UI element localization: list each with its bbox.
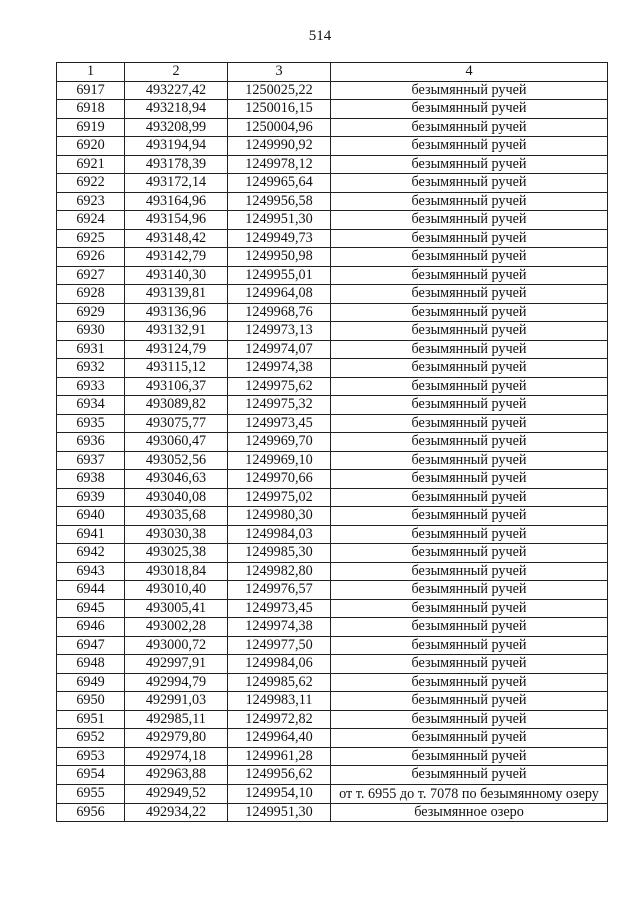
point-number-cell: 6936 bbox=[57, 433, 125, 452]
y-coordinate-cell: 1250004,96 bbox=[228, 118, 331, 137]
table-row bbox=[57, 174, 608, 193]
table-row bbox=[57, 784, 608, 803]
y-coordinate-cell: 1249975,32 bbox=[228, 396, 331, 415]
table-row bbox=[57, 211, 608, 230]
point-number-cell: 6944 bbox=[57, 581, 125, 600]
table-header-row bbox=[57, 63, 608, 82]
table-row bbox=[57, 618, 608, 637]
y-coordinate-cell: 1249956,58 bbox=[228, 192, 331, 211]
table-row bbox=[57, 673, 608, 692]
description-cell: безымянный ручей bbox=[331, 229, 608, 248]
y-coordinate-cell: 1249973,45 bbox=[228, 599, 331, 618]
point-number-cell: 6919 bbox=[57, 118, 125, 137]
x-coordinate-cell: 493194,94 bbox=[125, 137, 228, 156]
x-coordinate-cell: 493005,41 bbox=[125, 599, 228, 618]
x-coordinate-cell: 493025,38 bbox=[125, 544, 228, 563]
table-row bbox=[57, 229, 608, 248]
table-row bbox=[57, 81, 608, 100]
table-row bbox=[57, 599, 608, 618]
point-number-cell: 6935 bbox=[57, 414, 125, 433]
x-coordinate-cell: 493000,72 bbox=[125, 636, 228, 655]
description-cell: безымянное озеро bbox=[331, 803, 608, 822]
description-cell: безымянный ручей bbox=[331, 359, 608, 378]
table-row bbox=[57, 507, 608, 526]
x-coordinate-cell: 493164,96 bbox=[125, 192, 228, 211]
x-coordinate-cell: 493075,77 bbox=[125, 414, 228, 433]
point-number-cell: 6956 bbox=[57, 803, 125, 822]
x-coordinate-cell: 492985,11 bbox=[125, 710, 228, 729]
y-coordinate-cell: 1249969,70 bbox=[228, 433, 331, 452]
y-coordinate-cell: 1249968,76 bbox=[228, 303, 331, 322]
y-coordinate-cell: 1249974,38 bbox=[228, 359, 331, 378]
x-coordinate-cell: 493124,79 bbox=[125, 340, 228, 359]
point-number-cell: 6923 bbox=[57, 192, 125, 211]
point-number-cell: 6921 bbox=[57, 155, 125, 174]
table-row bbox=[57, 562, 608, 581]
x-coordinate-cell: 493142,79 bbox=[125, 248, 228, 267]
description-cell: безымянный ручей bbox=[331, 137, 608, 156]
table-row bbox=[57, 359, 608, 378]
table-row bbox=[57, 488, 608, 507]
point-number-cell: 6945 bbox=[57, 599, 125, 618]
y-coordinate-cell: 1249985,62 bbox=[228, 673, 331, 692]
y-coordinate-cell: 1249965,64 bbox=[228, 174, 331, 193]
description-cell: безымянный ручей bbox=[331, 414, 608, 433]
table-row bbox=[57, 710, 608, 729]
point-number-cell: 6937 bbox=[57, 451, 125, 470]
point-number-cell: 6943 bbox=[57, 562, 125, 581]
description-cell: безымянный ручей bbox=[331, 636, 608, 655]
point-number-cell: 6924 bbox=[57, 211, 125, 230]
y-coordinate-cell: 1249961,28 bbox=[228, 747, 331, 766]
description-cell: безымянный ручей bbox=[331, 285, 608, 304]
description-cell: безымянный ручей bbox=[331, 544, 608, 563]
table-row bbox=[57, 636, 608, 655]
point-number-cell: 6953 bbox=[57, 747, 125, 766]
description-cell: безымянный ручей bbox=[331, 562, 608, 581]
column-header-2: 2 bbox=[125, 63, 228, 82]
description-cell: безымянный ручей bbox=[331, 747, 608, 766]
column-header-4: 4 bbox=[331, 63, 608, 82]
description-cell: безымянный ручей bbox=[331, 488, 608, 507]
y-coordinate-cell: 1250025,22 bbox=[228, 81, 331, 100]
x-coordinate-cell: 493172,14 bbox=[125, 174, 228, 193]
x-coordinate-cell: 492994,79 bbox=[125, 673, 228, 692]
table-row bbox=[57, 470, 608, 489]
description-cell: безымянный ручей bbox=[331, 340, 608, 359]
x-coordinate-cell: 493115,12 bbox=[125, 359, 228, 378]
description-cell: безымянный ручей bbox=[331, 174, 608, 193]
point-number-cell: 6940 bbox=[57, 507, 125, 526]
table-row bbox=[57, 766, 608, 785]
y-coordinate-cell: 1249982,80 bbox=[228, 562, 331, 581]
x-coordinate-cell: 493046,63 bbox=[125, 470, 228, 489]
point-number-cell: 6938 bbox=[57, 470, 125, 489]
table-row bbox=[57, 137, 608, 156]
point-number-cell: 6942 bbox=[57, 544, 125, 563]
point-number-cell: 6928 bbox=[57, 285, 125, 304]
point-number-cell: 6926 bbox=[57, 248, 125, 267]
page-number: 514 bbox=[308, 28, 332, 44]
point-number-cell: 6920 bbox=[57, 137, 125, 156]
point-number-cell: 6927 bbox=[57, 266, 125, 285]
description-cell: безымянный ручей bbox=[331, 118, 608, 137]
table-row bbox=[57, 655, 608, 674]
table-row bbox=[57, 192, 608, 211]
description-cell: безымянный ручей bbox=[331, 322, 608, 341]
x-coordinate-cell: 493010,40 bbox=[125, 581, 228, 600]
y-coordinate-cell: 1249955,01 bbox=[228, 266, 331, 285]
description-cell: безымянный ручей bbox=[331, 766, 608, 785]
x-coordinate-cell: 493140,30 bbox=[125, 266, 228, 285]
description-cell: безымянный ручей bbox=[331, 451, 608, 470]
column-header-3: 3 bbox=[228, 63, 331, 82]
table-row bbox=[57, 322, 608, 341]
description-cell: безымянный ручей bbox=[331, 618, 608, 637]
y-coordinate-cell: 1249984,03 bbox=[228, 525, 331, 544]
y-coordinate-cell: 1249951,30 bbox=[228, 211, 331, 230]
point-number-cell: 6947 bbox=[57, 636, 125, 655]
table-row bbox=[57, 266, 608, 285]
x-coordinate-cell: 492934,22 bbox=[125, 803, 228, 822]
description-cell: безымянный ручей bbox=[331, 507, 608, 526]
point-number-cell: 6918 bbox=[57, 100, 125, 119]
x-coordinate-cell: 493132,91 bbox=[125, 322, 228, 341]
description-cell: безымянный ручей bbox=[331, 655, 608, 674]
y-coordinate-cell: 1249976,57 bbox=[228, 581, 331, 600]
x-coordinate-cell: 493040,08 bbox=[125, 488, 228, 507]
description-cell: безымянный ручей bbox=[331, 248, 608, 267]
y-coordinate-cell: 1249990,92 bbox=[228, 137, 331, 156]
point-number-cell: 6955 bbox=[57, 784, 125, 803]
table-row bbox=[57, 803, 608, 822]
y-coordinate-cell: 1249978,12 bbox=[228, 155, 331, 174]
x-coordinate-cell: 493227,42 bbox=[125, 81, 228, 100]
table-row bbox=[57, 451, 608, 470]
x-coordinate-cell: 492974,18 bbox=[125, 747, 228, 766]
point-number-cell: 6931 bbox=[57, 340, 125, 359]
x-coordinate-cell: 493002,28 bbox=[125, 618, 228, 637]
column-header-1: 1 bbox=[57, 63, 125, 82]
table-row bbox=[57, 396, 608, 415]
x-coordinate-cell: 493218,94 bbox=[125, 100, 228, 119]
y-coordinate-cell: 1249954,10 bbox=[228, 784, 331, 803]
x-coordinate-cell: 493060,47 bbox=[125, 433, 228, 452]
description-cell: безымянный ручей bbox=[331, 377, 608, 396]
description-cell: безымянный ручей bbox=[331, 599, 608, 618]
table-row bbox=[57, 248, 608, 267]
table-row bbox=[57, 285, 608, 304]
description-cell: безымянный ручей bbox=[331, 81, 608, 100]
coordinates-table bbox=[56, 62, 608, 822]
x-coordinate-cell: 493106,37 bbox=[125, 377, 228, 396]
y-coordinate-cell: 1249985,30 bbox=[228, 544, 331, 563]
description-cell: безымянный ручей bbox=[331, 155, 608, 174]
description-cell: безымянный ручей bbox=[331, 396, 608, 415]
y-coordinate-cell: 1249970,66 bbox=[228, 470, 331, 489]
description-cell: безымянный ручей bbox=[331, 433, 608, 452]
point-number-cell: 6950 bbox=[57, 692, 125, 711]
description-cell: безымянный ручей bbox=[331, 673, 608, 692]
table-row bbox=[57, 581, 608, 600]
y-coordinate-cell: 1249975,62 bbox=[228, 377, 331, 396]
description-cell: безымянный ручей bbox=[331, 192, 608, 211]
y-coordinate-cell: 1249975,02 bbox=[228, 488, 331, 507]
y-coordinate-cell: 1249964,40 bbox=[228, 729, 331, 748]
table-row bbox=[57, 544, 608, 563]
table-body bbox=[57, 81, 608, 822]
x-coordinate-cell: 493018,84 bbox=[125, 562, 228, 581]
y-coordinate-cell: 1249969,10 bbox=[228, 451, 331, 470]
description-cell: безымянный ручей bbox=[331, 710, 608, 729]
description-cell: безымянный ручей bbox=[331, 581, 608, 600]
point-number-cell: 6939 bbox=[57, 488, 125, 507]
y-coordinate-cell: 1249973,45 bbox=[228, 414, 331, 433]
y-coordinate-cell: 1249951,30 bbox=[228, 803, 331, 822]
point-number-cell: 6949 bbox=[57, 673, 125, 692]
point-number-cell: 6941 bbox=[57, 525, 125, 544]
x-coordinate-cell: 493139,81 bbox=[125, 285, 228, 304]
x-coordinate-cell: 493035,68 bbox=[125, 507, 228, 526]
x-coordinate-cell: 492949,52 bbox=[125, 784, 228, 803]
point-number-cell: 6929 bbox=[57, 303, 125, 322]
x-coordinate-cell: 493208,99 bbox=[125, 118, 228, 137]
y-coordinate-cell: 1249977,50 bbox=[228, 636, 331, 655]
x-coordinate-cell: 492997,91 bbox=[125, 655, 228, 674]
y-coordinate-cell: 1249973,13 bbox=[228, 322, 331, 341]
y-coordinate-cell: 1249949,73 bbox=[228, 229, 331, 248]
y-coordinate-cell: 1249974,38 bbox=[228, 618, 331, 637]
point-number-cell: 6930 bbox=[57, 322, 125, 341]
table-row bbox=[57, 100, 608, 119]
table-row bbox=[57, 377, 608, 396]
point-number-cell: 6948 bbox=[57, 655, 125, 674]
table-row bbox=[57, 747, 608, 766]
point-number-cell: 6954 bbox=[57, 766, 125, 785]
x-coordinate-cell: 493148,42 bbox=[125, 229, 228, 248]
table-row bbox=[57, 414, 608, 433]
x-coordinate-cell: 493136,96 bbox=[125, 303, 228, 322]
description-cell: от т. 6955 до т. 7078 по безымянному озеру bbox=[331, 784, 608, 803]
point-number-cell: 6933 bbox=[57, 377, 125, 396]
x-coordinate-cell: 492991,03 bbox=[125, 692, 228, 711]
x-coordinate-cell: 492963,88 bbox=[125, 766, 228, 785]
point-number-cell: 6922 bbox=[57, 174, 125, 193]
point-number-cell: 6952 bbox=[57, 729, 125, 748]
table-row bbox=[57, 155, 608, 174]
y-coordinate-cell: 1250016,15 bbox=[228, 100, 331, 119]
y-coordinate-cell: 1249983,11 bbox=[228, 692, 331, 711]
point-number-cell: 6951 bbox=[57, 710, 125, 729]
x-coordinate-cell: 493052,56 bbox=[125, 451, 228, 470]
description-cell: безымянный ручей bbox=[331, 525, 608, 544]
y-coordinate-cell: 1249972,82 bbox=[228, 710, 331, 729]
point-number-cell: 6925 bbox=[57, 229, 125, 248]
point-number-cell: 6934 bbox=[57, 396, 125, 415]
y-coordinate-cell: 1249964,08 bbox=[228, 285, 331, 304]
y-coordinate-cell: 1249984,06 bbox=[228, 655, 331, 674]
x-coordinate-cell: 493030,38 bbox=[125, 525, 228, 544]
table-row bbox=[57, 692, 608, 711]
table-row bbox=[57, 340, 608, 359]
point-number-cell: 6917 bbox=[57, 81, 125, 100]
description-cell: безымянный ручей bbox=[331, 100, 608, 119]
description-cell: безымянный ручей bbox=[331, 470, 608, 489]
description-cell: безымянный ручей bbox=[331, 692, 608, 711]
y-coordinate-cell: 1249980,30 bbox=[228, 507, 331, 526]
description-cell: безымянный ручей bbox=[331, 303, 608, 322]
table-row bbox=[57, 525, 608, 544]
table-row bbox=[57, 433, 608, 452]
point-number-cell: 6932 bbox=[57, 359, 125, 378]
y-coordinate-cell: 1249950,98 bbox=[228, 248, 331, 267]
description-cell: безымянный ручей bbox=[331, 729, 608, 748]
x-coordinate-cell: 493178,39 bbox=[125, 155, 228, 174]
y-coordinate-cell: 1249956,62 bbox=[228, 766, 331, 785]
table-row bbox=[57, 118, 608, 137]
y-coordinate-cell: 1249974,07 bbox=[228, 340, 331, 359]
x-coordinate-cell: 493089,82 bbox=[125, 396, 228, 415]
point-number-cell: 6946 bbox=[57, 618, 125, 637]
table-row bbox=[57, 303, 608, 322]
description-cell: безымянный ручей bbox=[331, 211, 608, 230]
description-cell: безымянный ручей bbox=[331, 266, 608, 285]
table-row bbox=[57, 729, 608, 748]
x-coordinate-cell: 492979,80 bbox=[125, 729, 228, 748]
x-coordinate-cell: 493154,96 bbox=[125, 211, 228, 230]
